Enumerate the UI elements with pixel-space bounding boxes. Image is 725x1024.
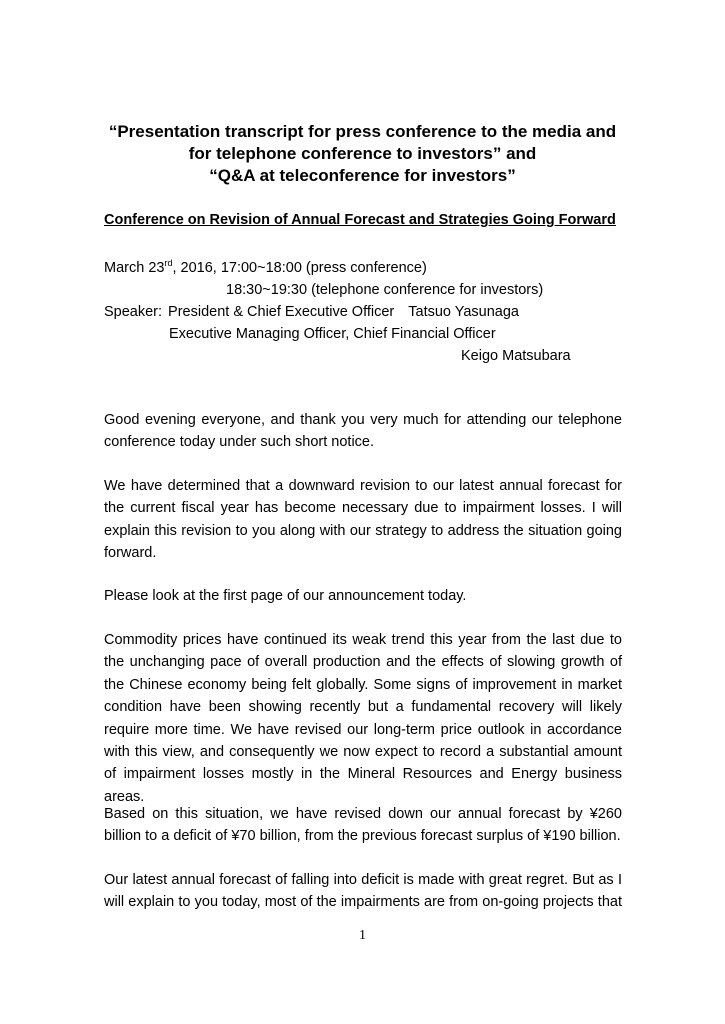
title-line-1: “Presentation transcript for press conference to the media and xyxy=(108,122,617,141)
document-subtitle: Conference on Revision of Annual Forecast and Strategies Going Forward xyxy=(104,212,616,228)
date-line xyxy=(104,259,427,277)
paragraph-4: Commodity prices have continued its weak trend this year from the last due to the unchanging pace of overall production and the effects of slowing growth of the Chinese economy being felt globally. Some signs of improvement in market condition have been showing recently but a fundamental recovery will likely require more time. We have revised our long-term price outlook in accordance with this view, and consequently we now expect to record a substantial amount of impairment losses mostly in the Mineral Resources and Energy business areas. xyxy=(104,632,622,805)
speaker-label: Speaker: xyxy=(104,304,163,320)
speaker2-title: Executive Managing Officer, Chief Financial Officer xyxy=(169,326,496,342)
speaker2-name: Keigo Matsubara xyxy=(461,348,571,364)
paragraph-3: Please look at the first page of our announcement today. xyxy=(104,588,467,604)
title-line-3: “Q&A at teleconference for investors” xyxy=(209,166,516,185)
speaker-line-1 xyxy=(104,303,519,321)
second-session-line: 18:30~19:30 (telephone conference for investors) xyxy=(226,282,544,298)
date-month-day: March 23 xyxy=(104,260,165,276)
date-ordinal-suffix: rd xyxy=(164,258,173,269)
speaker1-name: Tatsuo Yasunaga xyxy=(408,304,519,320)
paragraph-2: We have determined that a downward revision to our latest annual forecast for the current fiscal year has become necessary due to impairment losses. I will explain this revision to you along with our strategy to address the situation going forward. xyxy=(104,478,622,562)
document-title xyxy=(80,121,645,187)
date-rest: , 2016, 17:00~18:00 (press conference) xyxy=(172,260,427,276)
page-number: 1 xyxy=(359,928,366,943)
speaker1-title: President & Chief Executive Officer xyxy=(168,304,395,320)
title-line-2: for telephone conference to investors” and xyxy=(188,144,537,163)
paragraph-5: Based on this situation, we have revised down our annual forecast by ¥260 billion to a deficit of ¥70 billion, from the previous forecast surplus of ¥190 billion. xyxy=(104,806,622,845)
paragraph-1: Good evening everyone, and thank you very much for attending our telephone conference today under such short notice. xyxy=(104,412,622,451)
paragraph-6: Our latest annual forecast of falling into deficit is made with great regret. But as I will explain to you today, most of the impairments are from on-going projects that xyxy=(104,872,622,911)
